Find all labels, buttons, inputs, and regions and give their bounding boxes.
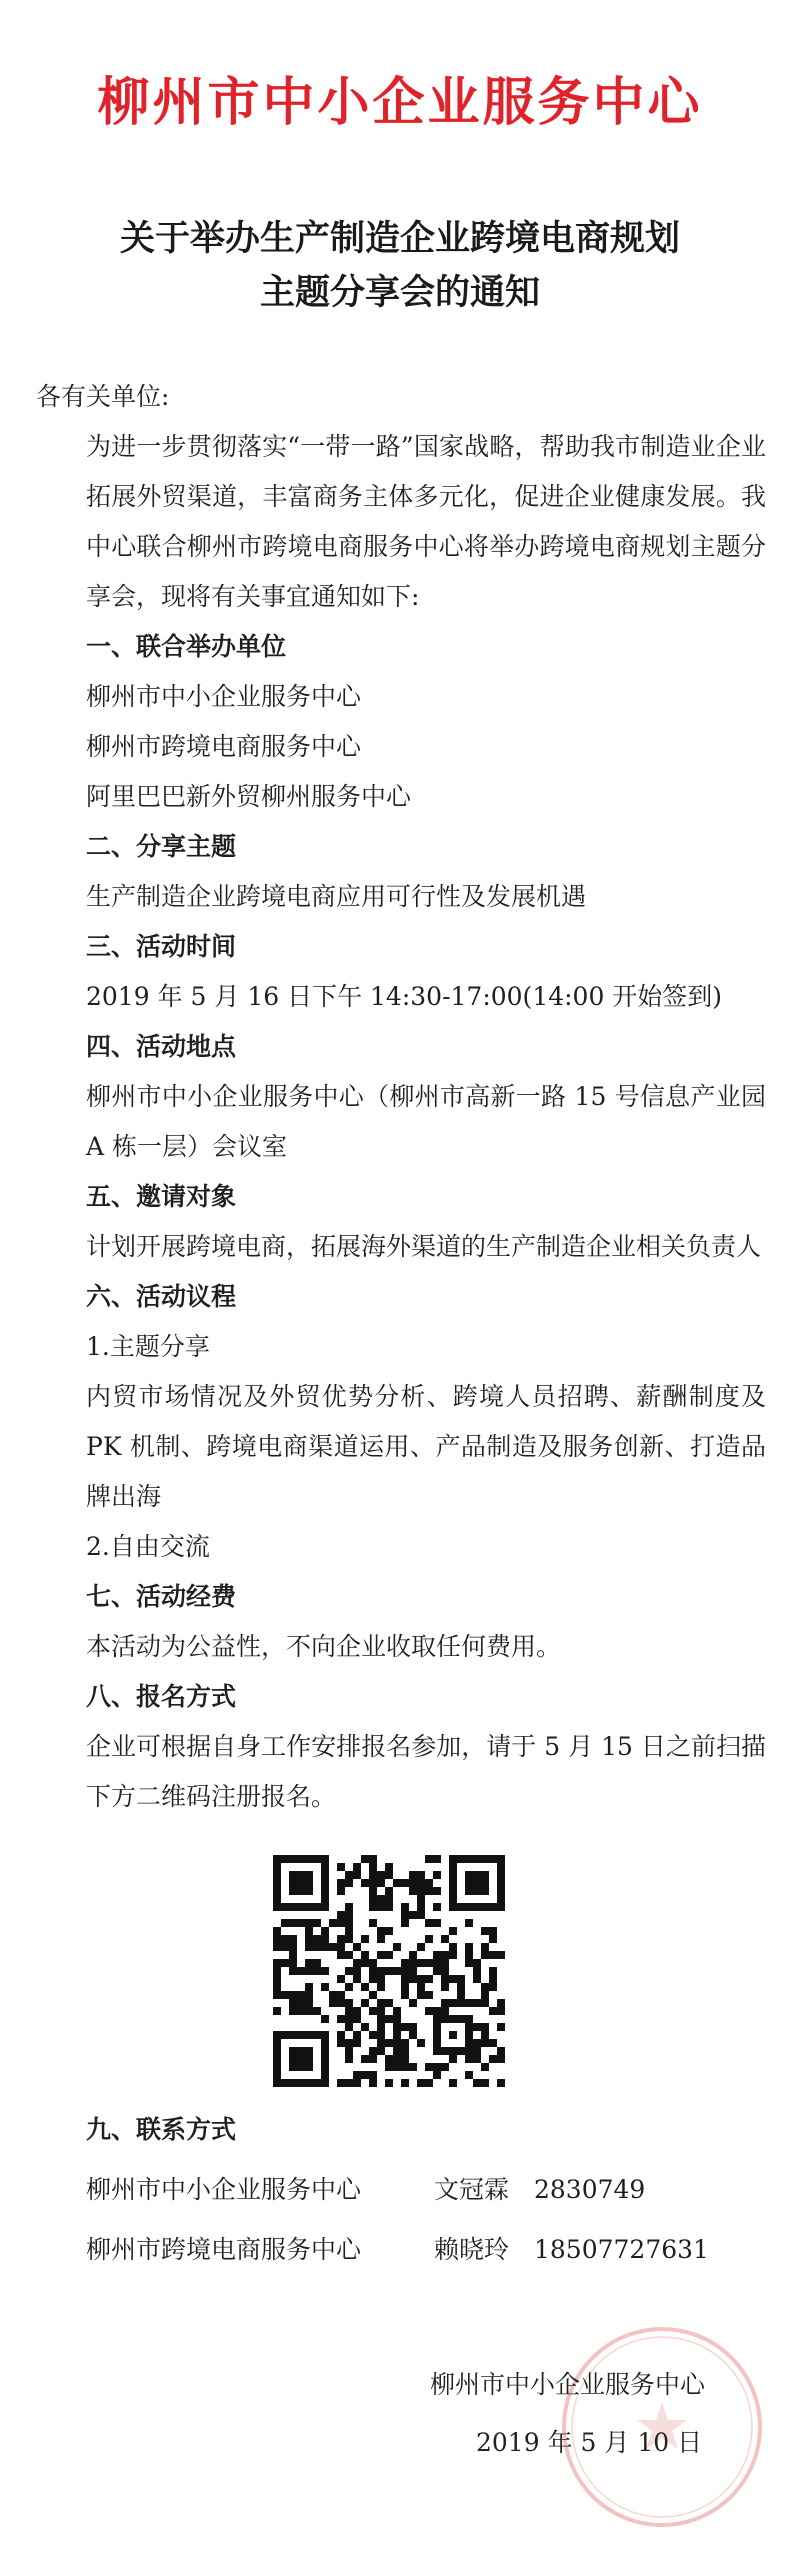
section-9-heading: 九、联系方式: [86, 2115, 237, 2144]
fee-text: 本活动为公益性，不向企业收取任何费用。: [86, 1632, 562, 1661]
notice-body: [36, 372, 766, 1822]
section-4-heading: 四、活动地点: [86, 1032, 237, 1061]
qr-code-icon[interactable]: [273, 1855, 505, 2087]
contact-org: 柳州市中小企业服务中心: [86, 2175, 362, 2204]
agenda-item-1-text: 内贸市场情况及外贸优势分析、跨境人员招聘、薪酬制度及 PK 机制、跨境电商渠道运用、产品制造及服务创新、打造品牌出海: [86, 1382, 766, 1511]
signature-date: 2019 年 5 月 10 日: [476, 2428, 703, 2457]
organization-header: 柳州市中小企业服务中心: [97, 73, 703, 133]
qr-code-graphic: [273, 1855, 505, 2087]
contact-phone: 2830749: [534, 2175, 646, 2204]
invitees-text: 计划开展跨境电商，拓展海外渠道的生产制造企业相关负责人: [86, 1232, 762, 1261]
registration-text: 企业可根据自身工作安排报名参加，请于 5 月 15 日之前扫描下方二维码注册报名。: [86, 1732, 766, 1811]
contact-row-2: [36, 2220, 766, 2280]
notice-title: [0, 212, 800, 320]
section-7-heading: 七、活动经费: [86, 1582, 237, 1611]
section-1-heading: 一、联合举办单位: [86, 632, 287, 661]
title-line-2: 主题分享会的通知: [259, 272, 540, 313]
section-3-heading: 三、活动时间: [86, 932, 237, 961]
section-2-heading: 二、分享主题: [86, 832, 237, 861]
contact-phone: 18507727631: [534, 2235, 709, 2264]
contact-org: 柳州市跨境电商服务中心: [86, 2235, 362, 2264]
salutation: 各有关单位:: [36, 382, 170, 411]
contact-row-1: [36, 2160, 766, 2220]
co-organizer-2: 柳州市跨境电商服务中心: [86, 732, 362, 761]
topic-text: 生产制造企业跨境电商应用可行性及发展机遇: [86, 882, 587, 911]
section-6-heading: 六、活动议程: [86, 1282, 237, 1311]
title-line-1: 关于举办生产制造企业跨境电商规划: [119, 218, 680, 259]
co-organizer-3: 阿里巴巴新外贸柳州服务中心: [86, 782, 412, 811]
signature-organization: 柳州市中小企业服务中心: [430, 2370, 706, 2399]
contact-name: 文冠霖: [434, 2175, 510, 2204]
event-location: 柳州市中小企业服务中心（柳州市高新一路 15 号信息产业园 A 栋一层）会议室: [86, 1082, 766, 1161]
section-5-heading: 五、邀请对象: [86, 1182, 237, 1211]
contacts-section: [36, 2100, 766, 2280]
section-8-heading: 八、报名方式: [86, 1682, 237, 1711]
co-organizer-1: 柳州市中小企业服务中心: [86, 682, 362, 711]
contact-name: 赖晓玲: [434, 2235, 510, 2264]
intro-paragraph: 为进一步贯彻落实“一带一路”国家战略，帮助我市制造业企业拓展外贸渠道，丰富商务主体多元化，促进企业健康发展。我中心联合柳州市跨境电商服务中心将举办跨境电商规划主题分享会，现将有关事宜通知如下:: [86, 432, 766, 611]
signature-block: [400, 2356, 780, 2472]
event-time: 2019 年 5 月 16 日下午 14:30-17:00(14:00 开始签到): [86, 982, 723, 1011]
agenda-item-1-title: 1.主题分享: [86, 1332, 210, 1361]
agenda-item-2-title: 2.自由交流: [86, 1532, 210, 1561]
